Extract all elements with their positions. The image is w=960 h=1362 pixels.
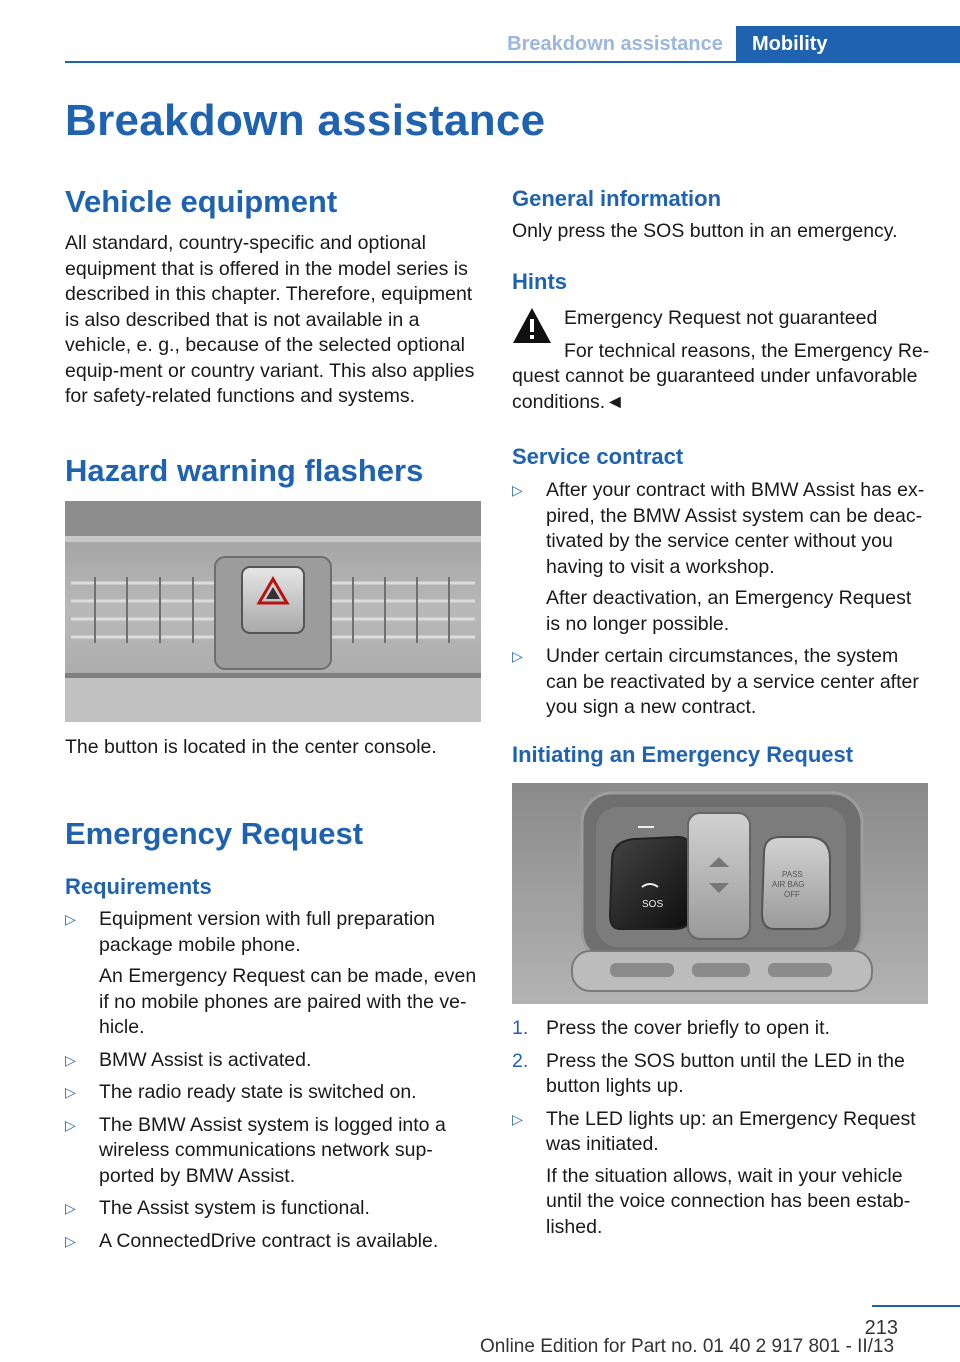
bullet-arrow-icon: ▷ [65, 1116, 76, 1133]
requirement-subtext: An Emergency Request can be made, even if no mobile phones are paired with the ve-hicle. [99, 965, 477, 1038]
list-item [65, 1048, 483, 1074]
bullet-arrow-icon: ▷ [65, 1232, 76, 1249]
general-info-body: Only press the SOS button in an emergency. [512, 220, 898, 242]
list-item [65, 907, 483, 1041]
list-item [512, 1107, 930, 1241]
header-rule [65, 61, 960, 63]
hazard-flasher-illustration [65, 501, 481, 722]
requirement-text: Equipment version with full preparation package mobile phone. [99, 908, 436, 956]
sos-panel-photo [512, 783, 928, 1004]
service-text: After your contract with BMW Assist has ex-pired, the BMW Assist system can be deac-tivated by the service center without you having to visit a workshop. [546, 479, 925, 578]
bullet-arrow-icon: ▷ [512, 648, 523, 664]
service-text: Under certain circumstances, the system can be reactivated by a service center after you sign a new contract. [546, 645, 919, 718]
list-item [512, 1049, 930, 1100]
list-item [65, 1080, 483, 1106]
edition-note: Online Edition for Part no. 01 40 2 917 801 - II/13 [480, 1336, 895, 1357]
list-item [512, 1016, 930, 1042]
sos-panel-illustration [512, 783, 928, 1004]
service-subtext: After deactivation, an Emergency Request is no longer possible. [546, 587, 912, 635]
requirement-text: The Assist system is functional. [99, 1197, 370, 1219]
list-item [512, 644, 930, 721]
step-number: 2. [512, 1049, 529, 1072]
bullet-arrow-icon: ▷ [65, 911, 76, 927]
list-item [65, 1196, 483, 1222]
warning-body-rest: quest cannot be guaranteed under unfavorable conditions.◄ [512, 365, 918, 413]
requirements-list [65, 907, 483, 1261]
requirement-text: The radio ready state is switched on. [99, 1081, 417, 1103]
initiating-steps [512, 1016, 930, 1247]
bullet-arrow-icon: ▷ [512, 482, 523, 498]
result-text: The LED lights up: an Emergency Request was initiated. [546, 1107, 916, 1155]
footer-rule [872, 1305, 960, 1307]
vehicle-equipment-body: All standard, country-specific and optional equipment that is offered in the model series is described in this chapter. Therefore, equipment is also described that is not available in a vehicle, e. g., because of the selected optional equip-ment or country variant. This also applies for safety-related functions and systems. [65, 232, 475, 407]
emergency-heading: Emergency Request [65, 816, 364, 851]
requirement-text: BMW Assist is activated. [99, 1048, 312, 1071]
warning-body-first: For technical reasons, the Emergency Re- [564, 340, 930, 362]
bullet-arrow-icon: ▷ [512, 1110, 523, 1127]
initiating-heading: Initiating an Emergency Request [512, 742, 854, 767]
hazard-caption: The button is located in the center console. [65, 736, 437, 758]
off-label: OFF [784, 890, 800, 899]
service-contract-list [512, 478, 930, 728]
pass-label: PASS [782, 870, 803, 879]
hazard-heading: Hazard warning flashers [65, 453, 424, 488]
bullet-arrow-icon: ▷ [65, 1084, 76, 1100]
step-number: 1. [512, 1017, 529, 1039]
step-text: Press the cover briefly to open it. [546, 1017, 830, 1039]
requirements-heading: Requirements [65, 874, 212, 899]
header-section-tab[interactable]: Breakdown assistance [507, 33, 723, 55]
header-chapter-tab[interactable]: Mobility [736, 26, 960, 62]
bullet-arrow-icon: ▷ [65, 1051, 76, 1068]
list-item [65, 1229, 483, 1255]
header-tabs [494, 26, 960, 62]
page-title: Breakdown assistance [65, 96, 546, 145]
vehicle-equipment-heading: Vehicle equipment [65, 184, 338, 219]
sos-label: SOS [642, 899, 664, 910]
hazard-flasher-photo [65, 501, 481, 722]
list-item [512, 478, 930, 637]
hints-heading: Hints [512, 269, 567, 294]
airbag-label: AIR BAG [772, 880, 805, 889]
requirement-text: A ConnectedDrive contract is available. [99, 1229, 439, 1252]
result-subtext: If the situation allows, wait in your vehicle until the voice connection has been estab-lished. [546, 1164, 911, 1238]
page-number: 213 [864, 1317, 898, 1339]
step-text: Press the SOS button until the LED in the button lights up. [546, 1049, 905, 1097]
service-contract-heading: Service contract [512, 444, 684, 469]
general-info-heading: General information [512, 186, 722, 211]
warning-triangle-icon [512, 306, 552, 351]
bullet-arrow-icon: ▷ [65, 1200, 76, 1216]
list-item [65, 1113, 483, 1190]
warning-title: Emergency Request not guaranteed [564, 307, 878, 329]
requirement-text: The BMW Assist system is logged into a wireless communications network sup-ported by BMW Assist. [99, 1113, 446, 1187]
